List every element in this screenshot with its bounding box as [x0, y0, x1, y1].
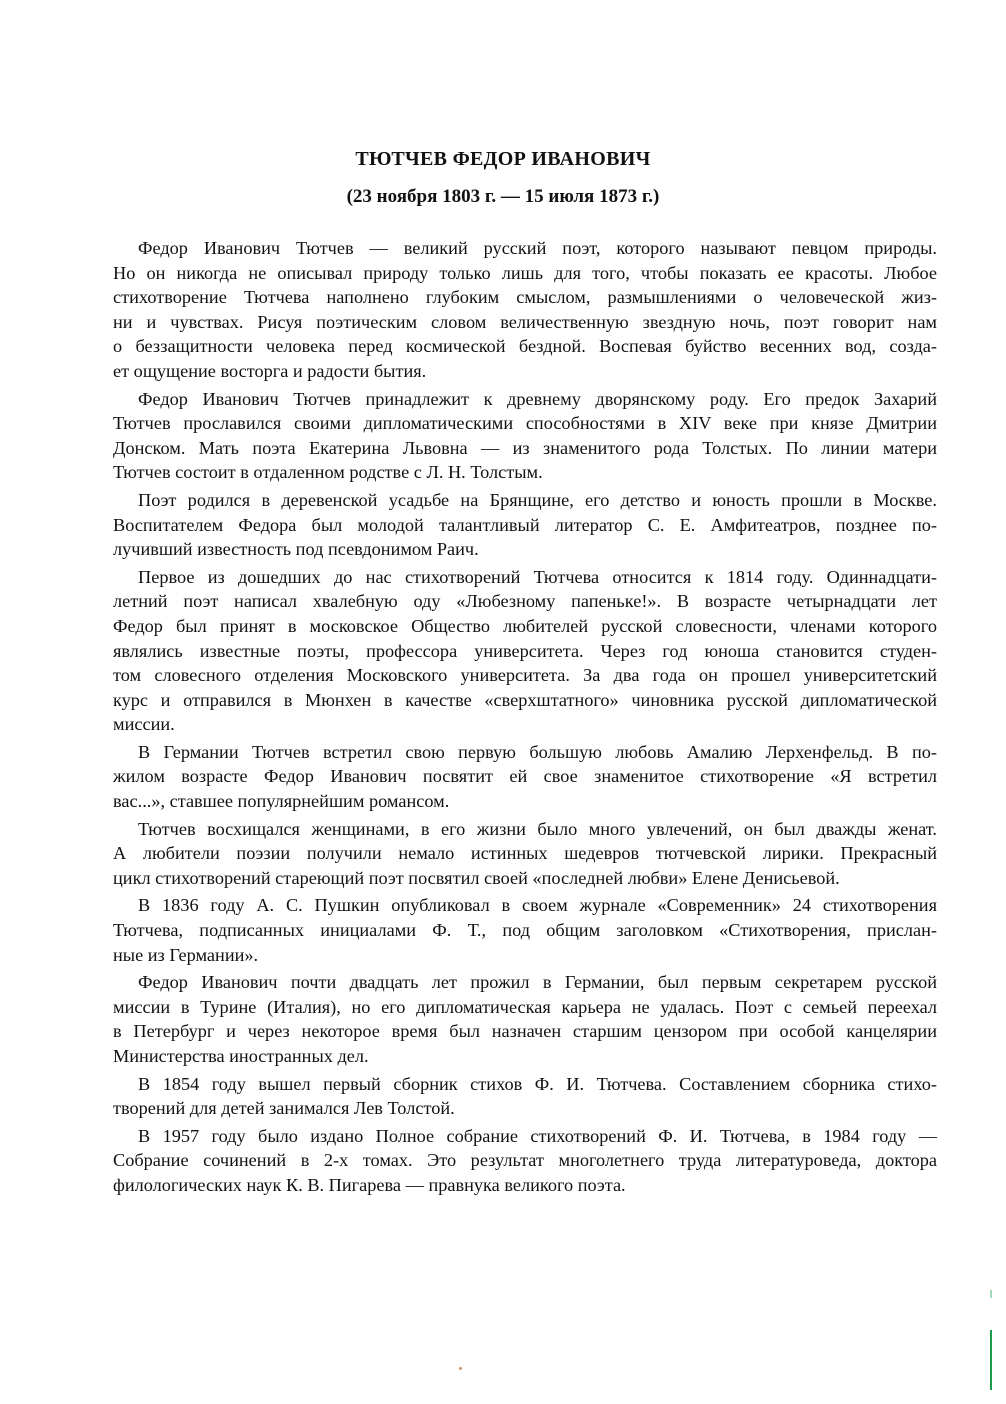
text-line: ные из Германии». [113, 944, 259, 965]
text-line: миссии в Турине (Италия), но его дипломатическая карьера не удалась. Поэт с семьей переехал [113, 996, 937, 1017]
paragraph [113, 565, 937, 737]
text-line: Тютчева, подписанных инициалами Ф. Т., под общим заголовком «Стихотворения, прислан- [113, 920, 937, 941]
text-line: А любители поэзии получили немало истинных шедевров тютчевской лирики. Прекрасный [113, 843, 937, 864]
page-title: ТЮТЧЕВ ФЕДОР ИВАНОВИЧ [355, 148, 651, 170]
text-line: Федор был принят в московское Общество любителей русской словесности, членами которого [113, 615, 937, 636]
text-line: Тютчев состоит в отдаленном родстве с Л. Н. Толстым. [113, 462, 543, 483]
text-line: Министерства иностранных дел. [113, 1046, 369, 1066]
text-line: Собрание сочинений в 2-х томах. Это результат многолетнего труда литературоведа, доктора [113, 1150, 937, 1171]
text-line: творений для детей занимался Лев Толстой. [113, 1098, 455, 1119]
text-line: ни и чувствах. Рисуя поэтическим словом величественную звездную ночь, поэт говорит нам [113, 311, 937, 332]
text-line: Поэт родился в деревенской усадьбе на Брянщине, его детство и юность прошли в Москве. [138, 489, 937, 510]
text-line: лучивший известность под псевдонимом Раич. [113, 539, 479, 560]
text-line: В Германии Тютчев встретил свою первую большую любовь Амалию Лерхенфельд. В по- [138, 741, 937, 762]
scan-edge-mark [990, 1290, 992, 1298]
text-line: Воспитателем Федора был молодой талантливый литератор С. Е. Амфитеатров, позднее по- [113, 514, 937, 535]
text-line: том словесного отделения Московского университета. За два года он прошел университетский [113, 665, 937, 686]
article-body [113, 236, 937, 1201]
text-line: Первое из дошедших до нас стихотворений Тютчева относится к 1814 году. Одиннадцати- [138, 566, 937, 587]
scan-edge-mark [990, 1330, 992, 1390]
text-line: стихотворение Тютчева наполнено глубоким смыслом, размышлениями о человеческой жиз- [113, 287, 937, 308]
text-line: жилом возрасте Федор Иванович посвятит ей свое знаменитое стихотворение «Я встретил [113, 766, 937, 787]
text-line: вас...», ставшее популярнейшим романсом. [113, 791, 450, 812]
text-line: миссии. [113, 714, 175, 735]
text-line: В 1836 году А. С. Пушкин опубликовал в своем журнале «Современник» 24 стихотворения [138, 895, 937, 916]
text-line: филологических наук К. В. Пигарева — правнука великого поэта. [113, 1174, 626, 1195]
text-line: Федор Иванович почти двадцать лет прожил в Германии, был первым секретарем русской [138, 972, 937, 993]
text-line: Но он никогда не описывал природу только лишь для того, чтобы показать ее красоты. Любое [113, 262, 937, 283]
text-line: В 1854 году вышел первый сборник стихов Ф. И. Тютчева. Составлением сборника стихо- [138, 1073, 937, 1094]
text-line: ет ощущение восторга и радости бытия. [113, 360, 427, 381]
paragraph [113, 387, 937, 485]
text-line: Донском. Мать поэта Екатерина Львовна — из знаменитого рода Толстых. По линии матери [113, 437, 937, 458]
text-line: Тютчев восхищался женщинами, в его жизни было много увлечений, он был дважды женат. [138, 818, 937, 839]
text-line: цикл стихотворений стареющий поэт посвятил своей «последней любви» Елене Денисьевой. [113, 867, 840, 888]
paragraph [113, 817, 937, 891]
paragraph [113, 740, 937, 814]
paragraph [113, 1124, 937, 1198]
text-line: В 1957 году было издано Полное собрание стихотворений Ф. И. Тютчева, в 1984 году — [138, 1125, 937, 1146]
text-line: Тютчев прославился своими дипломатическими способностями в XIV веке при князе Дмитрии [113, 413, 937, 434]
paragraph [113, 970, 937, 1068]
text-line: Федор Иванович Тютчев принадлежит к древнему дворянскому роду. Его предок Захарий [138, 388, 937, 409]
paragraph [113, 1072, 937, 1121]
text-line: курс и отправился в Мюнхен в качестве «сверхштатного» чиновника русской дипломатической [113, 689, 937, 710]
paragraph [113, 236, 937, 384]
text-line: летний поэт написал хвалебную оду «Любезному папеньке!». В возрасте четырнадцати лет [113, 591, 937, 612]
life-dates: (23 ноября 1803 г. — 15 июля 1873 г.) [346, 186, 660, 207]
paragraph [113, 488, 937, 562]
text-line: в Петербург и через некоторое время был назначен старшим цензором при особой канцелярии [113, 1021, 937, 1042]
text-line: являлись известные поэты, профессора университета. Через год юноша становится студен- [113, 640, 937, 661]
text-line: о беззащитности человека перед космической бездной. Воспевая буйство весенних вод, созда- [113, 336, 937, 357]
text-line: Федор Иванович Тютчев — великий русский поэт, которого называют певцом природы. [138, 238, 937, 258]
paragraph [113, 893, 937, 967]
scan-speck [459, 1367, 462, 1370]
